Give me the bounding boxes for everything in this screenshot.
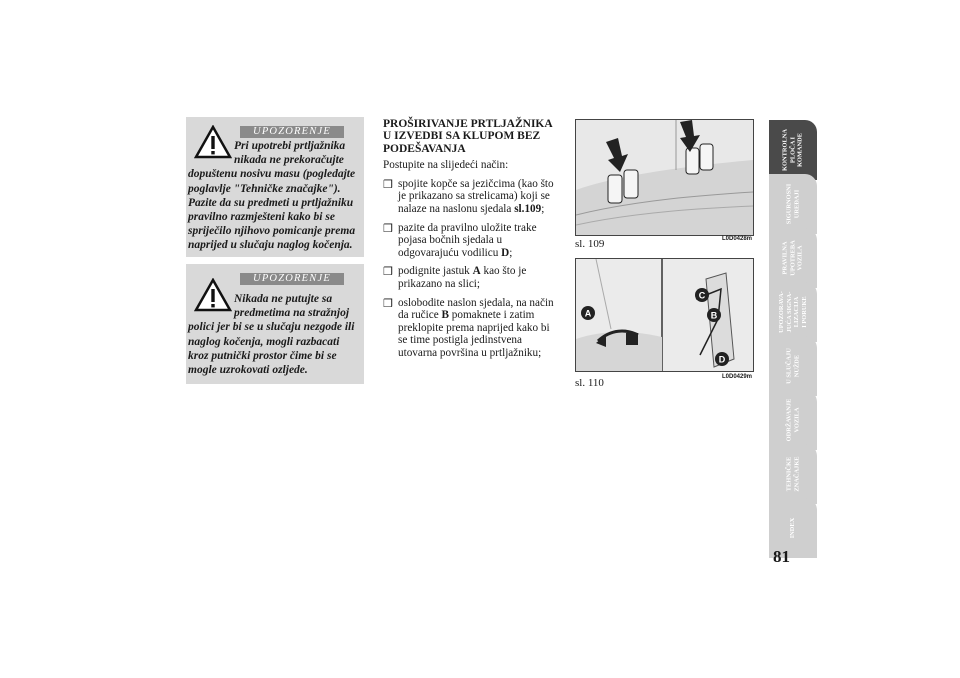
figure-110 <box>575 258 754 372</box>
list-item: ❒ pazite da pravilno uložite trake pojasa bočnih sjedala u odgovarajuću vodilicu D; <box>383 221 537 259</box>
page-number: 81 <box>773 547 790 566</box>
seat-buckles-illustration <box>576 120 753 235</box>
list-item: ❒ spojite kopče sa jezičcima (kao što je prikazano sa strelicama) koji se nalaze na naslonu sjedala sl.109; <box>383 177 554 215</box>
instructions-column <box>383 118 561 366</box>
figure-110-code: L0D0429m <box>722 374 753 380</box>
seat-fold-illustration <box>576 259 753 371</box>
warning-heading: UPOZORENJE <box>240 273 344 285</box>
tab-pravilna-upotreba[interactable]: PRAVILNA UPOTREBA VOZILA <box>769 228 817 288</box>
section-title: PROŠIRIVANJE PRTLJAŽNIKA U IZVEDBI SA KLUPOM BEZ PODEŠAVANJA <box>383 118 553 155</box>
list-item: ❒ oslobodite naslon sjedala, na način da ručice B pomaknete i zatim preklopite prema naprijed kako bi se time postigla jedinstvena utovarna površina u prtljažniku; <box>383 296 554 359</box>
tab-sigurnosni-uredaji[interactable]: SIGURNOSNI UREĐAJI <box>769 174 817 234</box>
figure-109-code: L0D0428m <box>722 236 753 242</box>
tab-kontrolna-ploca[interactable]: KONTROLNA PLOČA I KOMANDE <box>769 120 817 180</box>
warning-text: Nikada ne putujte sa predmetima na stražnjoj polici jer bi se u slučaju nezgode ili naglog kočenja, mogli razbacati kroz putnički prostor čime bi se mogle uzrokovati ozljede. <box>188 293 355 377</box>
figure-109 <box>575 119 754 236</box>
checkbox-bullet-icon: ❒ <box>383 266 393 279</box>
warning-box-2 <box>186 264 364 384</box>
steps-list <box>383 178 561 360</box>
section-intro: Postupite na slijedeći način: <box>383 159 509 172</box>
label-a: A <box>584 308 592 319</box>
warning-box-1 <box>186 117 364 257</box>
checkbox-bullet-icon: ❒ <box>383 297 393 310</box>
label-d: D <box>718 354 726 365</box>
tab-odrzavanje-vozila[interactable]: ODRŽAVANJE VOZILA <box>769 390 817 450</box>
tab-index[interactable]: INDEX <box>769 498 817 558</box>
tab-tehnicke-znacajke[interactable]: TEHNIČKE ZNAČAJKE <box>769 444 817 504</box>
figure-109-caption: sl. 109 <box>575 238 605 250</box>
warning-heading: UPOZORENJE <box>240 126 344 138</box>
checkbox-bullet-icon: ❒ <box>383 178 393 191</box>
warning-text: Pri upotrebi prtljažnika nikada ne prekoračujte dopuštenu nosivu masu (pogledajte poglavlje "Tehničke značajke"). Pazite da su predmeti u prtljažniku pravilno razmješteni kako bi se spriječilo njihovo pomicanje prema naprijed u slučaju naglog kočenja. <box>188 140 356 252</box>
tab-upozoravajuca-signalizacija[interactable]: UPOZORAVA- JUĆA SIGNA- LIZACIJA I PORUKE <box>769 282 817 342</box>
checkbox-bullet-icon: ❒ <box>383 222 393 235</box>
list-item: ❒ podignite jastuk A kao što je prikazano na slici; <box>383 265 527 290</box>
label-c: C <box>698 290 706 301</box>
figure-110-caption: sl. 110 <box>575 377 604 389</box>
label-b: B <box>710 310 718 321</box>
tab-u-slucaju-nuzde[interactable]: U SLUČAJU NUŽDE <box>769 336 817 396</box>
